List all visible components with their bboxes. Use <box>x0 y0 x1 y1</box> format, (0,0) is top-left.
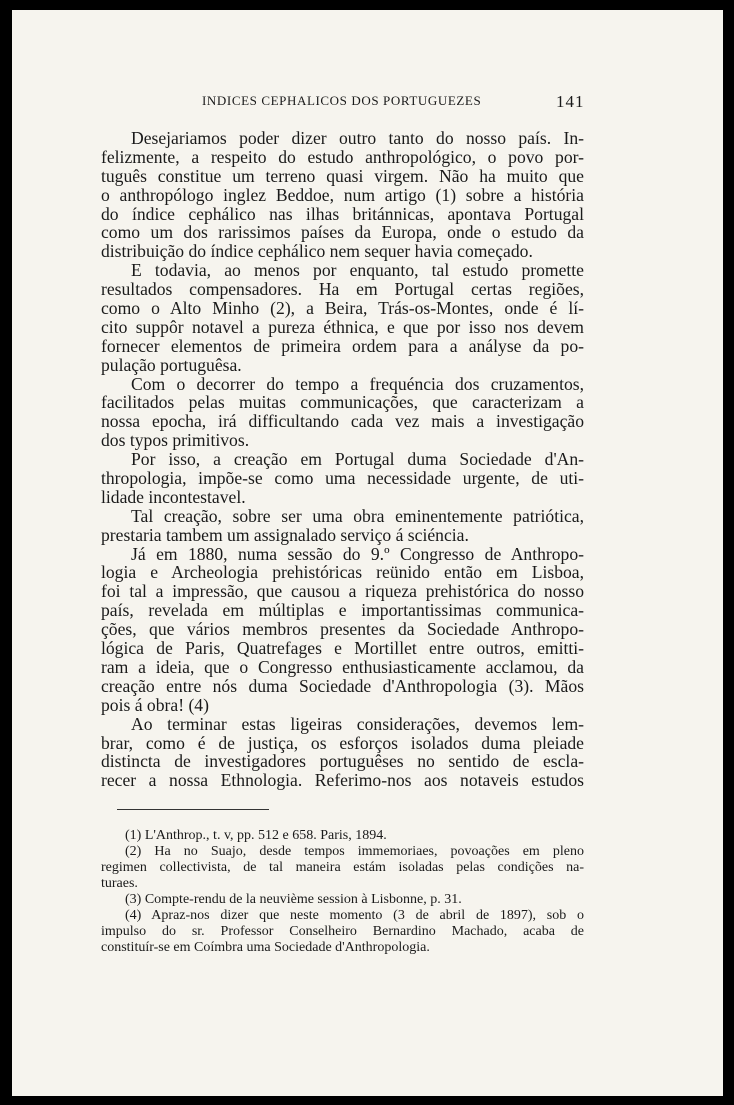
body-line: o anthropólogo inglez Beddoe, num artigo (1) sobre a história <box>101 184 584 205</box>
body-line: ções, que vários membros presentes da Sociedade Anthropo- <box>101 619 584 640</box>
body-line: foi tal a impressão, que causou a riqueza prehistórica do nosso <box>101 581 584 602</box>
body-line: distincta de investigadores portuguêses no sentido de escla- <box>101 751 584 772</box>
body-line: pulação portuguêsa. <box>101 354 242 375</box>
footnote-line: turaes. <box>101 876 138 891</box>
body-line: como um dos rarissimos países da Europa, onde o estudo da <box>101 222 584 243</box>
body-line: pois á obra! (4) <box>101 694 209 715</box>
footnote-line: (3) Compte-rendu de la neuvième session à Lisbonne, p. 31. <box>125 892 462 907</box>
body-line: tuguês constitue um terreno quasi virgem. Não ha muito que <box>101 165 584 186</box>
body-line: lógica de Paris, Quatrefages e Mortillet entre outros, emitti- <box>101 638 584 659</box>
body-line: resultados compensadores. Ha em Portugal certas regiões, <box>101 279 584 300</box>
body-line: recer a nossa Ethnologia. Referimo-nos aos notaveis estudos <box>101 770 584 791</box>
footnotes <box>101 828 584 956</box>
book-page <box>12 10 723 1096</box>
footnote-rule <box>117 809 269 810</box>
running-header: INDICES CEPHALICOS DOS PORTUGUEZES <box>202 93 482 108</box>
body-line: dos typos primitivos. <box>101 430 250 451</box>
body-line: creação entre nós duma Sociedade d'Anthropologia (3). Mãos <box>101 675 584 696</box>
body-line: país, revelada em múltiplas e importantissimas communica- <box>101 600 584 621</box>
body-line: facilitados pelas muitas communicações, que caracterizam a <box>101 392 584 413</box>
footnote-line: (1) L'Anthrop., t. v, pp. 512 e 658. Paris, 1894. <box>125 828 387 843</box>
body-line: distribuição do índice cephálico nem sequer havia começado. <box>101 241 533 262</box>
body-line: lidade incontestavel. <box>101 486 246 507</box>
footnote-line: (2) Ha no Suajo, desde tempos immemoriaes, povoações em pleno <box>125 844 584 859</box>
body-line: nossa epocha, irá difficultando cada vez mais a investigação <box>101 411 584 432</box>
body-line: brar, como é de justiça, os esforços isolados duma pleiade <box>101 732 584 753</box>
footnote-line: (4) Apraz-nos dizer que neste momento (3 de abril de 1897), sob o <box>125 908 584 923</box>
body-line: Por isso, a creação em Portugal duma Sociedade d'An- <box>131 449 584 470</box>
body-text <box>101 129 584 790</box>
body-line: Com o decorrer do tempo a frequéncia dos cruzamentos, <box>131 373 584 394</box>
body-line: ram a ideia, que o Congresso enthusiasticamente acclamou, da <box>101 656 584 677</box>
footnote-line: impulso do sr. Professor Conselheiro Bernardino Machado, acaba de <box>101 924 584 939</box>
body-line: fornecer elementos de primeira ordem para a anályse da po- <box>101 335 584 356</box>
footnote-line: constituír-se em Coímbra uma Sociedade d'Anthropologia. <box>101 940 430 955</box>
body-line: como o Alto Minho (2), a Beira, Trás-os-Montes, onde é lí- <box>101 298 584 319</box>
body-line: Já em 1880, numa sessão do 9.º Congresso de Anthropo- <box>131 543 584 564</box>
page-number: 141 <box>556 92 585 111</box>
body-line: E todavia, ao menos por enquanto, tal estudo promette <box>131 260 584 281</box>
body-line: logia e Archeologia prehistóricas reünido então em Lisboa, <box>101 562 584 583</box>
body-line: cito suppôr notavel a pureza éthnica, e que por isso nos devem <box>101 316 584 337</box>
body-line: felizmente, a respeito do estudo anthropológico, o povo por- <box>101 146 584 167</box>
body-line: Tal creação, sobre ser uma obra eminentemente patriótica, <box>131 505 584 526</box>
body-line: Ao terminar estas ligeiras considerações, devemos lem- <box>131 713 584 734</box>
body-line: thropologia, impõe-se como uma necessidade urgente, de uti- <box>101 468 584 489</box>
footnote-line: regimen collectivista, de tal maneira estám isoladas pelas condições na- <box>101 860 584 875</box>
body-line: Desejariamos poder dizer outro tanto do nosso país. In- <box>131 128 584 148</box>
body-line: do índice cephálico nas ilhas británnicas, apontava Portugal <box>101 203 584 224</box>
body-line: prestaria tambem um assignalado serviço á sciéncia. <box>101 524 469 545</box>
